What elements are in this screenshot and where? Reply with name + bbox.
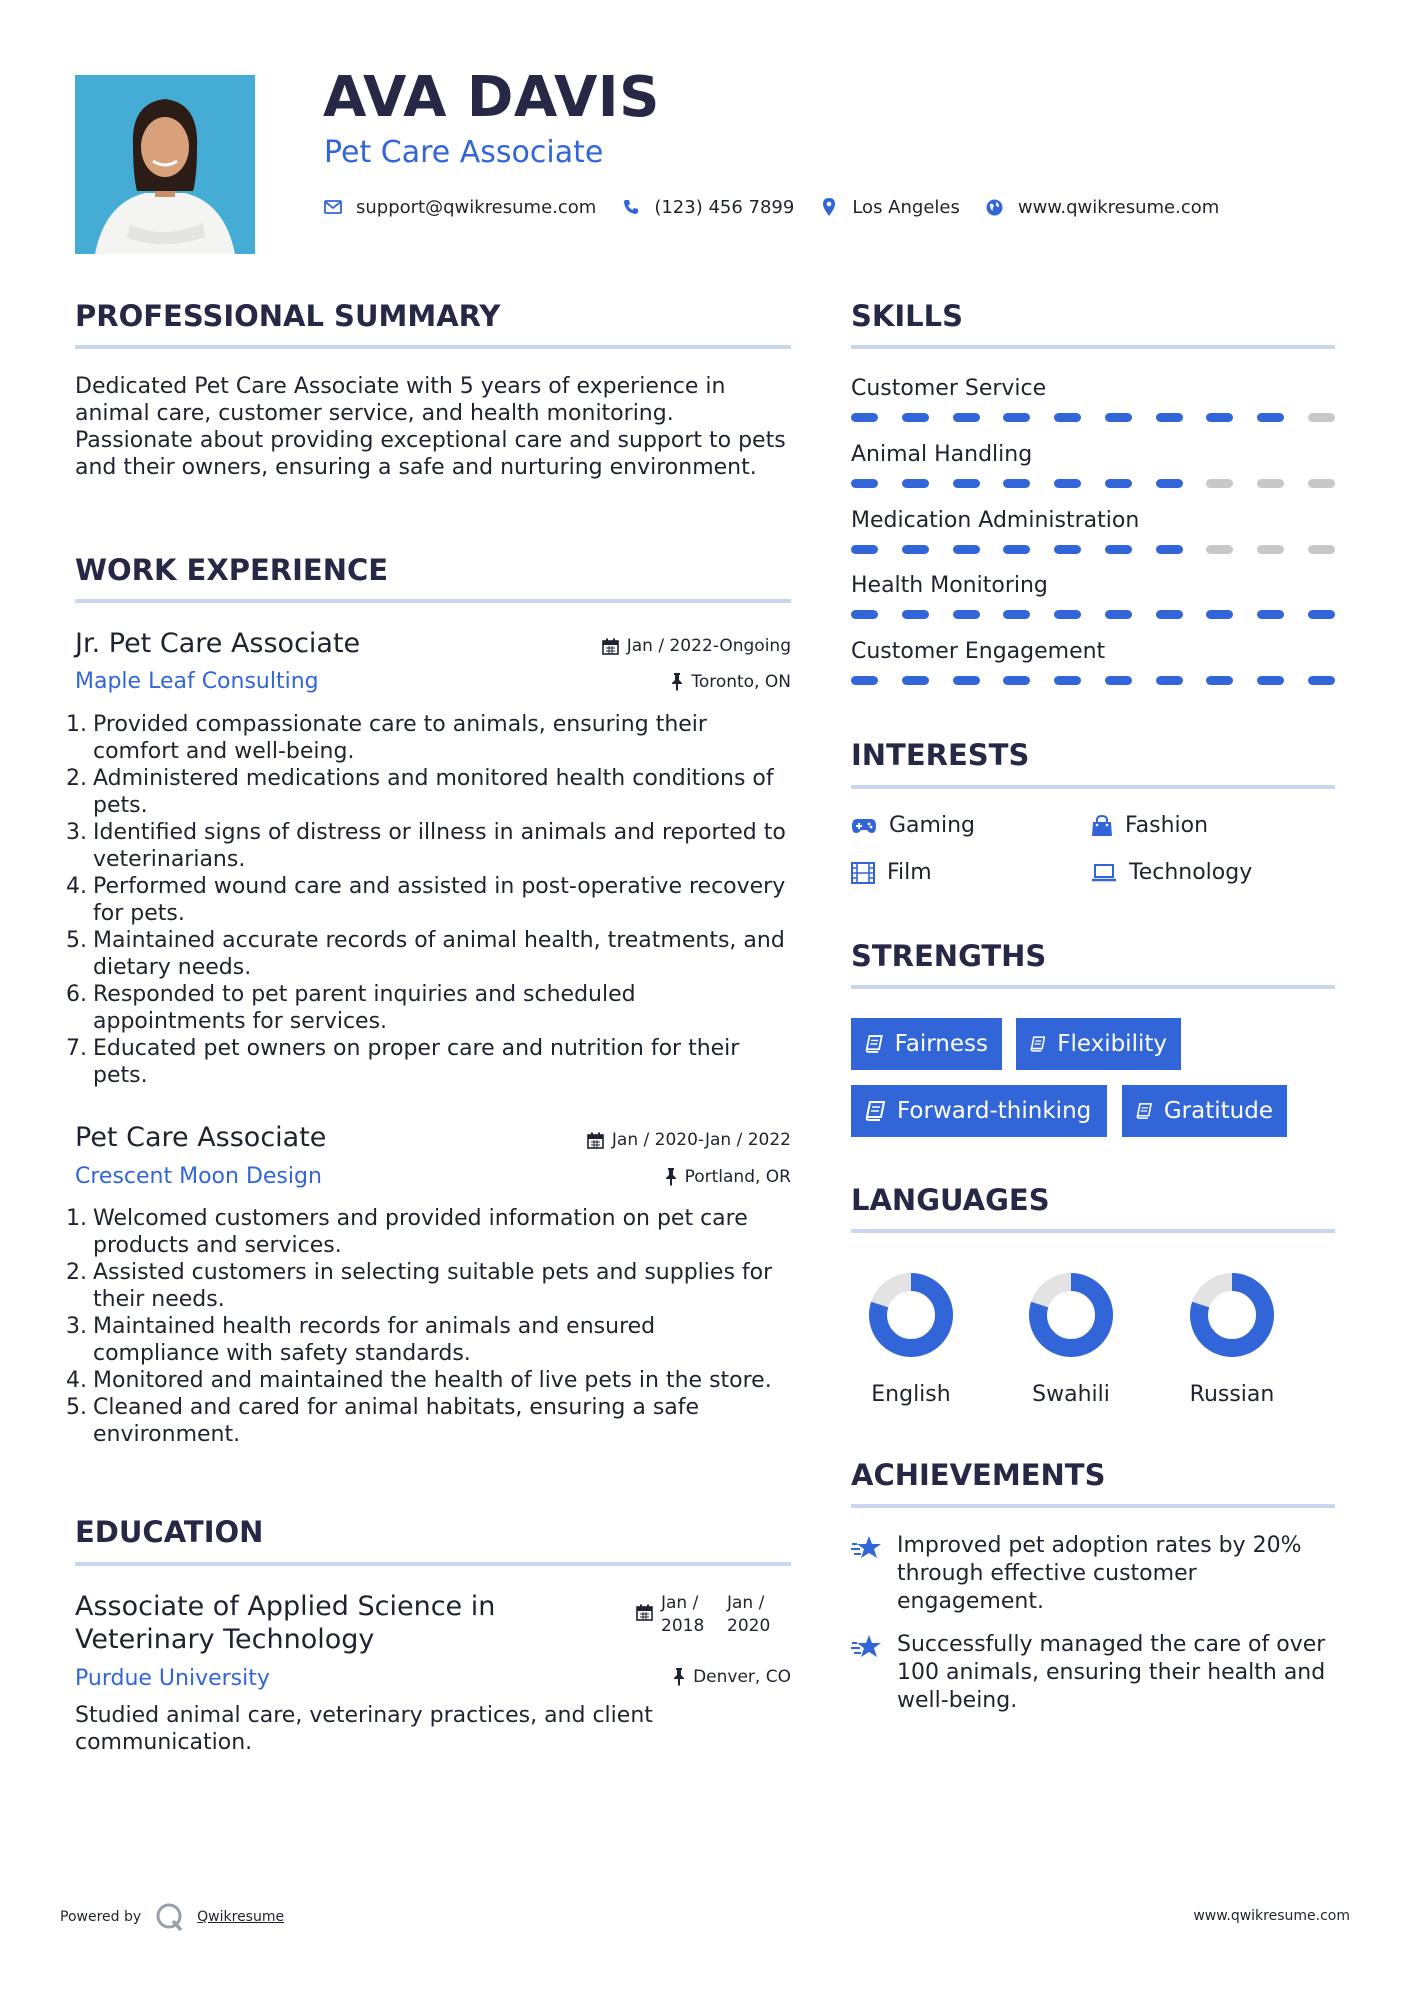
footer-website[interactable]: www.qwikresume.com bbox=[1193, 1908, 1350, 1924]
skill-dash-filled bbox=[851, 479, 878, 488]
skill-dash-filled bbox=[1003, 413, 1030, 422]
job-location bbox=[671, 673, 791, 691]
phone-text: (123) 456 7899 bbox=[654, 196, 795, 218]
skill-dash-filled bbox=[1105, 479, 1132, 488]
film-icon bbox=[851, 862, 875, 884]
calendar-icon bbox=[587, 1132, 604, 1149]
interest-label: Gaming bbox=[889, 813, 975, 838]
language-donut bbox=[866, 1270, 956, 1360]
interests-divider bbox=[851, 785, 1335, 789]
summary-text: Dedicated Pet Care Associate with 5 years of experience in animal care, customer service, and health monitoring. Passionate about providing exceptional care and support to pets and their owners, ensuring a safe and nurturing environment. bbox=[75, 374, 786, 480]
star-icon bbox=[851, 1633, 883, 1665]
achievement-text: Successfully managed the care of over 100 animals, ensuring their health and well-being. bbox=[897, 1632, 1326, 1713]
skill-dash-filled bbox=[1054, 676, 1081, 685]
book-icon bbox=[1136, 1101, 1152, 1121]
qwikresume-link[interactable]: Qwikresume bbox=[197, 1909, 285, 1925]
achievement-item bbox=[851, 1631, 1331, 1715]
list-item: 1. Provided compassionate care to animals, ensuring their comfort and well-being. bbox=[66, 712, 707, 764]
education-divider bbox=[75, 1562, 791, 1566]
job-dates bbox=[602, 638, 791, 655]
job-location bbox=[665, 1168, 791, 1186]
book-icon bbox=[865, 1101, 885, 1121]
job-title: Pet Care Associate bbox=[75, 1122, 327, 1153]
achievement-item bbox=[851, 1532, 1331, 1616]
book-icon bbox=[1030, 1034, 1045, 1054]
achievement-text: Improved pet adoption rates by 20% through effective customer engagement. bbox=[897, 1533, 1302, 1614]
interest-item bbox=[851, 815, 975, 837]
list-item: 3. Maintained health records for animals and ensured compliance with safety standards. bbox=[66, 1314, 656, 1366]
skill-dash-filled bbox=[1156, 545, 1183, 554]
contact-website[interactable] bbox=[984, 196, 1219, 218]
skill-label: Customer Service bbox=[851, 376, 1047, 401]
list-item: 2. Administered medications and monitored health conditions of pets. bbox=[66, 766, 774, 818]
book-icon bbox=[865, 1034, 883, 1054]
skill-dash-filled bbox=[902, 479, 929, 488]
languages-heading: LANGUAGES bbox=[851, 1183, 1050, 1217]
skill-dash-filled bbox=[1156, 610, 1183, 619]
education-location-text: Denver, CO bbox=[693, 1666, 791, 1687]
skills-heading: SKILLS bbox=[851, 299, 963, 333]
skill-dash-filled bbox=[1054, 479, 1081, 488]
language-item bbox=[851, 1270, 971, 1407]
list-item: 3. Identified signs of distress or illness in animals and reported to veterinarians. bbox=[66, 820, 786, 872]
skill-dash-empty bbox=[1257, 545, 1284, 554]
map-pin-icon bbox=[818, 196, 840, 218]
skill-label: Health Monitoring bbox=[851, 573, 1048, 598]
skill-dash-filled bbox=[851, 545, 878, 554]
interest-item bbox=[851, 862, 932, 884]
job-dates bbox=[587, 1132, 791, 1149]
globe-icon bbox=[984, 196, 1006, 218]
strength-badge bbox=[1016, 1018, 1181, 1070]
strength-badge bbox=[1122, 1085, 1287, 1137]
job-location-text: Portland, OR bbox=[684, 1166, 791, 1187]
summary-heading: PROFESSIONAL SUMMARY bbox=[75, 299, 501, 333]
company-name: Maple Leaf Consulting bbox=[75, 669, 319, 694]
company-name: Crescent Moon Design bbox=[75, 1164, 322, 1189]
email-text: support@qwikresume.com bbox=[356, 196, 597, 218]
language-label: Swahili bbox=[1032, 1382, 1110, 1407]
education-location bbox=[673, 1668, 791, 1686]
skill-dash-empty bbox=[1308, 413, 1335, 422]
skill-dash-empty bbox=[1308, 479, 1335, 488]
footer-branding bbox=[60, 1902, 284, 1932]
skill-dash-filled bbox=[1156, 413, 1183, 422]
list-item: 5. Maintained accurate records of animal health, treatments, and dietary needs. bbox=[66, 928, 785, 980]
skill-dash-filled bbox=[1003, 545, 1030, 554]
pushpin-icon bbox=[665, 1168, 677, 1186]
list-item: 4. Monitored and maintained the health of live pets in the store. bbox=[66, 1368, 772, 1393]
skill-dash-filled bbox=[1308, 610, 1335, 619]
language-label: Russian bbox=[1189, 1382, 1275, 1407]
skill-dash-filled bbox=[1156, 676, 1183, 685]
skill-label: Customer Engagement bbox=[851, 639, 1106, 664]
interest-label: Film bbox=[887, 860, 932, 885]
pushpin-icon bbox=[673, 1668, 685, 1686]
powered-by-text: Powered by bbox=[60, 1909, 142, 1925]
skill-dash-filled bbox=[902, 610, 929, 619]
phone-icon bbox=[620, 196, 642, 218]
skill-level-bar bbox=[851, 545, 1335, 554]
skill-level-bar bbox=[851, 676, 1335, 685]
achievements-divider bbox=[851, 1504, 1335, 1508]
interest-label: Fashion bbox=[1125, 813, 1209, 838]
contact-email[interactable] bbox=[322, 196, 596, 218]
skill-dash-filled bbox=[1206, 676, 1233, 685]
job-duties-list bbox=[66, 1205, 786, 1448]
strength-label: Gratitude bbox=[1163, 1098, 1273, 1124]
education-dates bbox=[636, 1592, 779, 1638]
skill-dash-filled bbox=[851, 676, 878, 685]
language-donut bbox=[1187, 1270, 1277, 1360]
job-location-text: Toronto, ON bbox=[691, 671, 791, 692]
skill-dash-filled bbox=[1054, 545, 1081, 554]
interest-item bbox=[1091, 862, 1252, 884]
education-end: Jan / 2020 bbox=[727, 1593, 771, 1636]
list-item: 2. Assisted customers in selecting suitable pets and supplies for their needs. bbox=[66, 1260, 773, 1312]
skill-label: Medication Administration bbox=[851, 508, 1140, 533]
interest-item bbox=[1091, 815, 1208, 837]
contact-bar bbox=[322, 194, 1243, 220]
laptop-icon bbox=[1091, 863, 1117, 883]
school-name: Purdue University bbox=[75, 1666, 270, 1691]
skill-dash-filled bbox=[1257, 676, 1284, 685]
degree-title: Associate of Applied Science in Veterinary Technology bbox=[75, 1591, 496, 1655]
skill-dash-filled bbox=[1105, 676, 1132, 685]
experience-divider bbox=[75, 599, 791, 603]
list-item: 7. Educated pet owners on proper care and nutrition for their pets. bbox=[66, 1036, 740, 1088]
strength-label: Flexibility bbox=[1057, 1031, 1167, 1057]
pushpin-icon bbox=[671, 673, 683, 691]
job-title: Jr. Pet Care Associate bbox=[75, 628, 361, 659]
job-dates-text: Jan / 2022-Ongoing bbox=[626, 636, 791, 656]
skill-dash-empty bbox=[1206, 545, 1233, 554]
skill-dash-filled bbox=[1257, 413, 1284, 422]
contact-location bbox=[818, 196, 960, 218]
skill-dash-filled bbox=[953, 545, 980, 554]
education-start: Jan / 2018 bbox=[661, 1593, 705, 1636]
website-text: www.qwikresume.com bbox=[1017, 196, 1220, 218]
skill-dash-filled bbox=[1003, 676, 1030, 685]
skills-divider bbox=[851, 345, 1335, 349]
list-item: 6. Responded to pet parent inquiries and scheduled appointments for services. bbox=[66, 982, 636, 1034]
skill-dash-empty bbox=[1206, 479, 1233, 488]
qwikresume-logo-icon bbox=[155, 1902, 185, 1932]
gamepad-icon bbox=[851, 818, 877, 834]
skill-dash-empty bbox=[1257, 479, 1284, 488]
skill-dash-filled bbox=[1105, 545, 1132, 554]
profile-photo bbox=[75, 75, 255, 254]
envelope-icon bbox=[322, 196, 344, 218]
experience-heading: WORK EXPERIENCE bbox=[75, 553, 389, 587]
skill-label: Animal Handling bbox=[851, 442, 1033, 467]
summary-divider bbox=[75, 345, 791, 349]
skill-dash-filled bbox=[902, 676, 929, 685]
skill-dash-filled bbox=[1156, 479, 1183, 488]
skill-level-bar bbox=[851, 610, 1335, 619]
skill-dash-filled bbox=[1105, 413, 1132, 422]
language-label: English bbox=[871, 1382, 951, 1407]
skill-dash-filled bbox=[1054, 610, 1081, 619]
skill-dash-filled bbox=[1054, 413, 1081, 422]
skill-dash-filled bbox=[953, 610, 980, 619]
strength-badge bbox=[851, 1085, 1107, 1137]
list-item: 4. Performed wound care and assisted in post-operative recovery for pets. bbox=[66, 874, 786, 926]
strength-label: Fairness bbox=[894, 1031, 988, 1057]
skill-dash-filled bbox=[851, 610, 878, 619]
skill-dash-filled bbox=[953, 676, 980, 685]
skill-dash-filled bbox=[902, 545, 929, 554]
skill-dash-filled bbox=[1206, 413, 1233, 422]
skill-dash-filled bbox=[1003, 610, 1030, 619]
contact-phone[interactable] bbox=[620, 196, 794, 218]
candidate-role: Pet Care Associate bbox=[324, 135, 604, 170]
calendar-icon bbox=[602, 638, 619, 655]
skill-level-bar bbox=[851, 479, 1335, 488]
interests-heading: INTERESTS bbox=[851, 738, 1030, 772]
language-item bbox=[1172, 1270, 1292, 1407]
strength-badge bbox=[851, 1018, 1002, 1070]
education-description: Studied animal care, veterinary practices, and client communication. bbox=[75, 1703, 653, 1755]
skill-dash-filled bbox=[1105, 610, 1132, 619]
job-duties-list bbox=[66, 711, 786, 1089]
strengths-heading: STRENGTHS bbox=[851, 939, 1047, 973]
list-item: 5. Cleaned and cared for animal habitats, ensuring a safe environment. bbox=[66, 1395, 700, 1447]
calendar-icon bbox=[636, 1604, 653, 1621]
skill-dash-filled bbox=[1003, 479, 1030, 488]
skill-dash-empty bbox=[1308, 545, 1335, 554]
location-text: Los Angeles bbox=[852, 196, 960, 218]
job-dates-text: Jan / 2020-Jan / 2022 bbox=[611, 1130, 791, 1150]
skill-dash-filled bbox=[953, 479, 980, 488]
star-icon bbox=[851, 1534, 883, 1566]
language-item bbox=[1011, 1270, 1131, 1407]
skill-dash-filled bbox=[1206, 610, 1233, 619]
skill-dash-filled bbox=[851, 413, 878, 422]
list-item: 1. Welcomed customers and provided information on pet care products and services. bbox=[66, 1206, 748, 1258]
candidate-name: AVA DAVIS bbox=[323, 65, 660, 130]
shopping-bag-icon bbox=[1091, 815, 1113, 837]
skill-dash-filled bbox=[953, 413, 980, 422]
education-heading: EDUCATION bbox=[75, 1515, 264, 1549]
language-donut bbox=[1026, 1270, 1116, 1360]
achievements-heading: ACHIEVEMENTS bbox=[851, 1458, 1106, 1492]
strength-label: Forward-thinking bbox=[897, 1098, 1092, 1124]
languages-divider bbox=[851, 1229, 1335, 1233]
skill-dash-filled bbox=[1257, 610, 1284, 619]
interest-label: Technology bbox=[1129, 860, 1253, 885]
skill-level-bar bbox=[851, 413, 1335, 422]
strengths-divider bbox=[851, 985, 1335, 989]
skill-dash-filled bbox=[1308, 676, 1335, 685]
skill-dash-filled bbox=[902, 413, 929, 422]
